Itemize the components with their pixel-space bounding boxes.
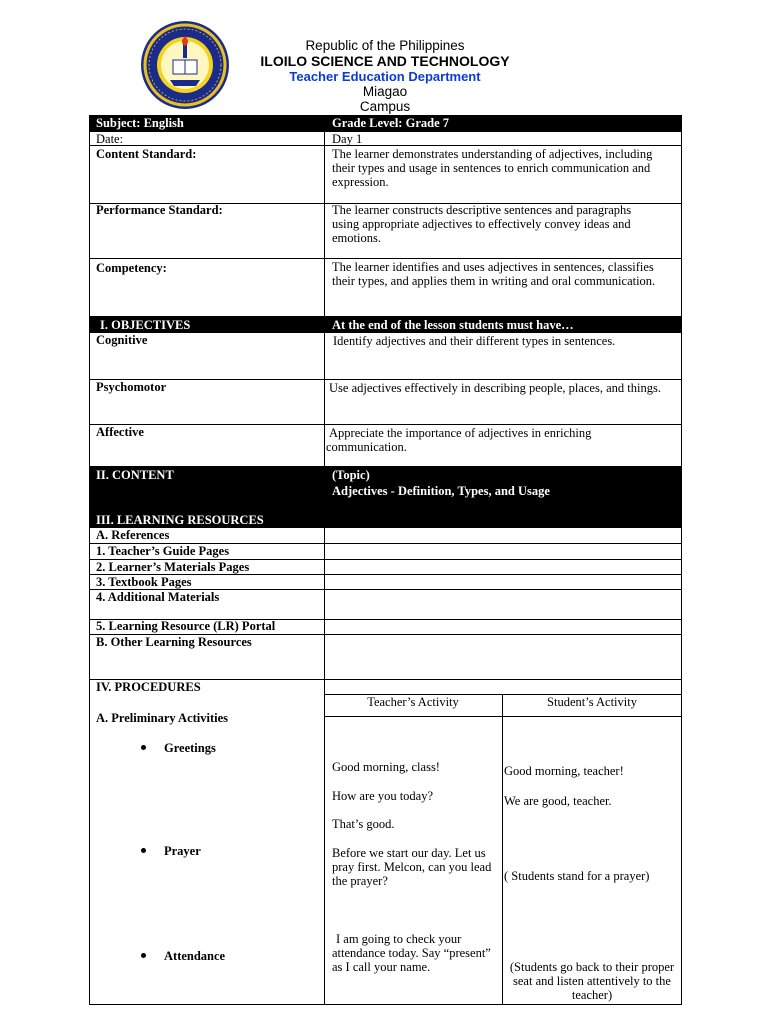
prayer-label: Prayer (164, 844, 201, 858)
subject-label: Subject: English (96, 116, 184, 130)
row-line (324, 716, 682, 717)
row-line (89, 1004, 682, 1005)
content-heading: II. CONTENT (96, 468, 174, 482)
student-greeting-2: We are good, teacher. (504, 794, 612, 808)
affective-value: Appreciate the importance of adjectives in enriching communication. (326, 426, 592, 454)
teacher-attendance: I am going to check your attendance today. Say “present” as I call your name. (332, 932, 491, 974)
row-line (89, 424, 682, 425)
competency-label: Competency: (96, 261, 167, 275)
additional-materials-label: 4. Additional Materials (96, 590, 220, 604)
teachers-guide-label: 1. Teacher’s Guide Pages (96, 544, 230, 558)
date-value: Day 1 (332, 132, 363, 146)
col-divider-2 (324, 333, 325, 466)
header-campus-line2: Campus (359, 99, 411, 114)
table-border-left (89, 115, 90, 1005)
col-divider-3 (324, 528, 325, 1005)
row-line (89, 258, 682, 259)
textbook-pages-label: 3. Textbook Pages (96, 575, 192, 589)
objectives-heading-right: At the end of the lesson students must have… (332, 318, 574, 332)
preliminary-activities-label: A. Preliminary Activities (96, 711, 229, 725)
school-seal-logo (140, 20, 230, 110)
other-resources-label: B. Other Learning Resources (96, 635, 252, 649)
affective-label: Affective (96, 425, 144, 439)
header-republic: Republic of the Philippines (305, 38, 465, 53)
learners-materials-label: 2. Learner’s Materials Pages (96, 560, 250, 574)
learning-resources-heading: III. LEARNING RESOURCES (96, 513, 264, 527)
grade-level-label: Grade Level: Grade 7 (332, 116, 449, 130)
prayer-bullet-icon (141, 848, 146, 853)
student-attendance: (Students go back to their proper seat and listen attentively to the teacher) (509, 960, 675, 1002)
procedures-heading: IV. PROCEDURES (96, 680, 201, 694)
teacher-greeting-2: How are you today? (332, 789, 434, 803)
header-campus-line1: Miagao (362, 84, 408, 99)
content-standard-label: Content Standard: (96, 147, 197, 161)
performance-standard-label: Performance Standard: (96, 203, 223, 217)
student-greeting-1: Good morning, teacher! (504, 764, 624, 778)
table-border-right (681, 115, 682, 1005)
cognitive-value: Identify adjectives and their different types in sentences. (333, 334, 616, 348)
topic-title: Adjectives - Definition, Types, and Usage (332, 484, 550, 498)
cognitive-label: Cognitive (96, 333, 148, 347)
col-divider-activity (502, 694, 503, 1005)
date-label: Date: (96, 132, 124, 146)
psychomotor-value: Use adjectives effectively in describing people, places, and things. (329, 381, 661, 395)
greetings-bullet-icon (141, 745, 146, 750)
teacher-activity-header: Teacher’s Activity (367, 695, 459, 709)
objectives-heading: I. OBJECTIVES (100, 318, 191, 332)
header-school-name: ILOILO SCIENCE AND TECHNOLOGY (260, 53, 510, 69)
row-line (89, 145, 682, 146)
student-prayer: ( Students stand for a prayer) (504, 869, 650, 883)
references-label: A. References (96, 528, 170, 542)
header-department: Teacher Education Department (289, 69, 481, 84)
content-standard-value: The learner demonstrates understanding of adjectives, including their types and usage in sentences to enrich communication and expression. (332, 147, 653, 189)
row-line (89, 379, 682, 380)
topic-label: (Topic) (332, 468, 370, 482)
teacher-greeting-1: Good morning, class! (332, 760, 440, 774)
row-line (89, 131, 682, 132)
psychomotor-label: Psychomotor (96, 380, 167, 394)
lr-portal-label: 5. Learning Resource (LR) Portal (96, 619, 276, 633)
teacher-prayer: Before we start our day. Let us pray first. Melcon, can you lead the prayer? (332, 846, 492, 888)
col-divider-1 (324, 131, 325, 316)
performance-standard-value: The learner constructs descriptive sentences and paragraphs using appropriate adjectives to effectively convey ideas and emotions. (332, 203, 632, 245)
greetings-label: Greetings (164, 741, 216, 755)
student-activity-header: Student’s Activity (547, 695, 637, 709)
attendance-bullet-icon (141, 953, 146, 958)
attendance-label: Attendance (164, 949, 226, 963)
teacher-greeting-3: That’s good. (332, 817, 395, 831)
competency-value: The learner identifies and uses adjectives in sentences, classifies their types, and applies them in writing and oral communication. (332, 260, 656, 288)
